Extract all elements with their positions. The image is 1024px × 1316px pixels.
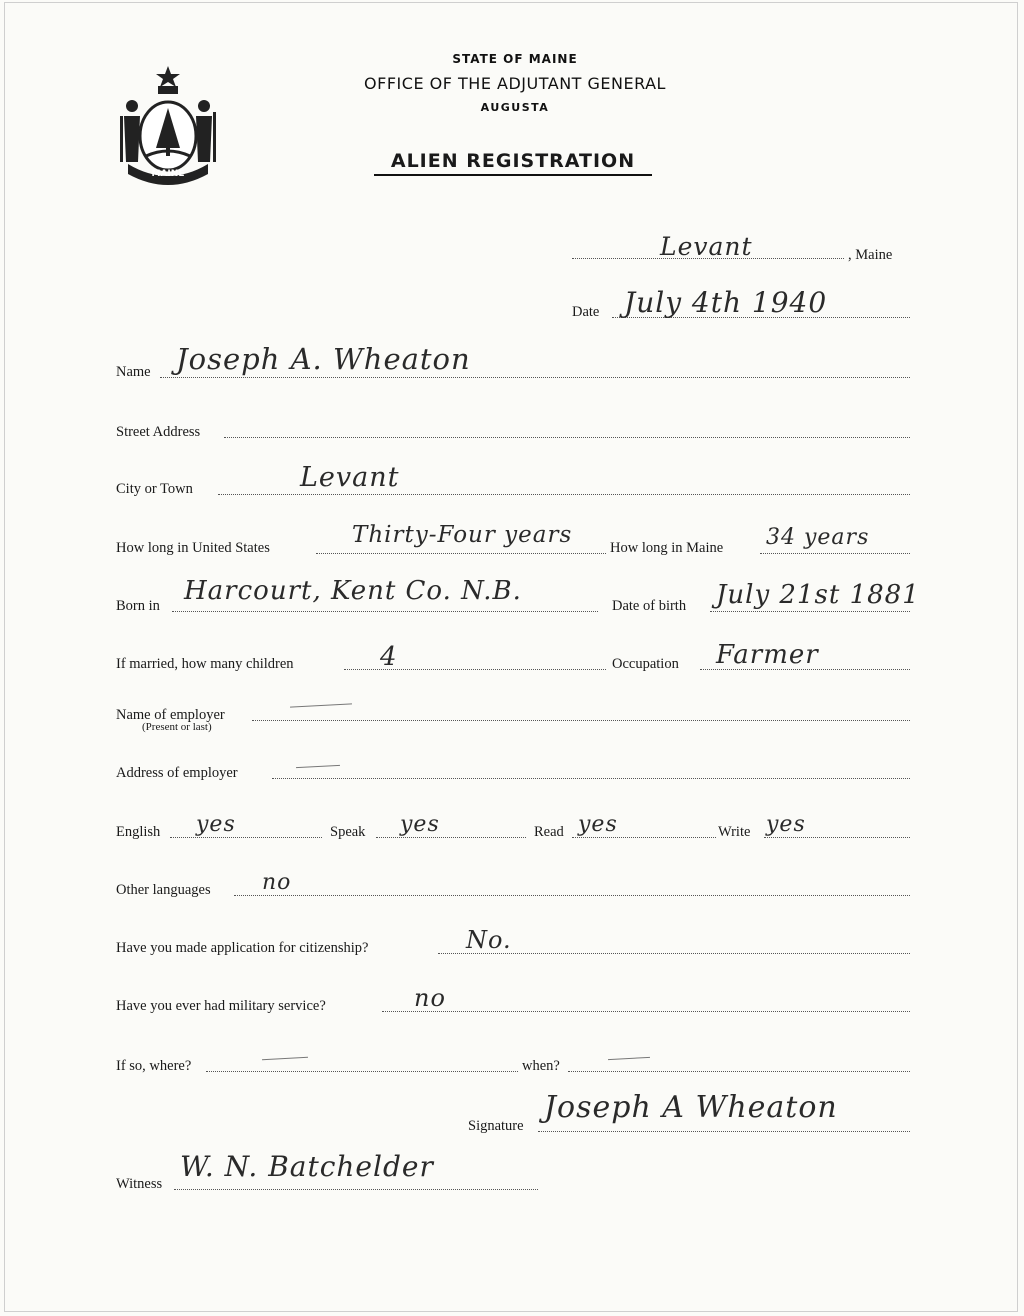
street-address-label: Street Address — [116, 424, 201, 440]
seal-text: MAINE — [151, 169, 185, 179]
office-heading: OFFICE OF THE ADJUTANT GENERAL — [364, 74, 666, 93]
city-heading: AUGUSTA — [480, 101, 550, 114]
signature-label: Signature — [468, 1118, 524, 1134]
speak-entry[interactable]: yes — [400, 812, 440, 837]
employer-address-label: Address of employer — [116, 765, 238, 781]
born-in-label: Born in — [116, 598, 160, 614]
occupation-label: Occupation — [612, 656, 679, 672]
write-label: Write — [718, 824, 751, 840]
speak-line — [376, 837, 526, 838]
witness-line — [174, 1189, 538, 1190]
citizenship-entry[interactable]: No. — [466, 926, 512, 954]
date-of-birth-line — [710, 611, 910, 612]
witness-label: Witness — [116, 1176, 163, 1192]
signature-entry[interactable]: Joseph A Wheaton — [544, 1090, 838, 1125]
witness-entry[interactable]: W. N. Batchelder — [180, 1150, 434, 1183]
other-languages-entry[interactable]: no — [262, 870, 292, 895]
employer-note: (Present or last) — [142, 721, 212, 733]
military-line — [382, 1011, 910, 1012]
employer-label: Name of employer — [116, 707, 225, 723]
how-long-maine-entry[interactable]: 34 years — [766, 525, 870, 550]
city-entry[interactable]: Levant — [300, 462, 400, 493]
street-address-line — [224, 437, 910, 438]
date-of-birth-label: Date of birth — [612, 598, 687, 614]
form-title: ALIEN REGISTRATION — [374, 150, 652, 176]
how-long-us-label: How long in United States — [116, 540, 270, 556]
born-in-entry[interactable]: Harcourt, Kent Co. N.B. — [184, 576, 522, 606]
name-line — [160, 377, 910, 378]
citizenship-label: Have you made application for citizenship? — [116, 940, 369, 956]
english-entry[interactable]: yes — [196, 812, 236, 837]
other-languages-label: Other languages — [116, 882, 211, 898]
employer-address-line — [272, 778, 910, 779]
name-entry[interactable]: Joseph A. Wheaton — [176, 342, 471, 376]
born-in-line — [172, 611, 598, 612]
maine-state-seal — [116, 64, 220, 188]
write-entry[interactable]: yes — [766, 812, 806, 837]
when-label: when? — [522, 1058, 560, 1074]
english-line — [170, 837, 322, 838]
date-entry[interactable]: July 4th 1940 — [624, 286, 828, 319]
name-label: Name — [116, 364, 151, 380]
english-label: English — [116, 824, 161, 840]
date-of-birth-entry[interactable]: July 21st 1881 — [716, 580, 920, 610]
read-label: Read — [534, 824, 564, 840]
where-line — [206, 1071, 518, 1072]
military-label: Have you ever had military service? — [116, 998, 326, 1014]
where-label: If so, where? — [116, 1058, 192, 1074]
maine-label: , Maine — [848, 247, 893, 263]
signature-line — [538, 1131, 910, 1132]
occupation-entry[interactable]: Farmer — [716, 640, 819, 670]
how-long-maine-label: How long in Maine — [610, 540, 724, 556]
write-line — [764, 837, 910, 838]
children-label: If married, how many children — [116, 656, 294, 672]
when-line — [568, 1071, 910, 1072]
how-long-us-line — [316, 553, 606, 554]
children-entry[interactable]: 4 — [380, 642, 398, 672]
city-label: City or Town — [116, 481, 193, 497]
date-label: Date — [572, 304, 600, 320]
how-long-maine-line — [760, 553, 910, 554]
other-languages-line — [234, 895, 910, 896]
employer-line — [252, 720, 910, 721]
read-entry[interactable]: yes — [578, 812, 618, 837]
place-entry[interactable]: Levant — [660, 232, 753, 261]
speak-label: Speak — [330, 824, 366, 840]
read-line — [572, 837, 716, 838]
state-heading: STATE OF MAINE — [452, 52, 578, 66]
how-long-us-entry[interactable]: Thirty-Four years — [352, 522, 573, 548]
city-line — [218, 494, 910, 495]
military-entry[interactable]: no — [414, 984, 446, 1012]
